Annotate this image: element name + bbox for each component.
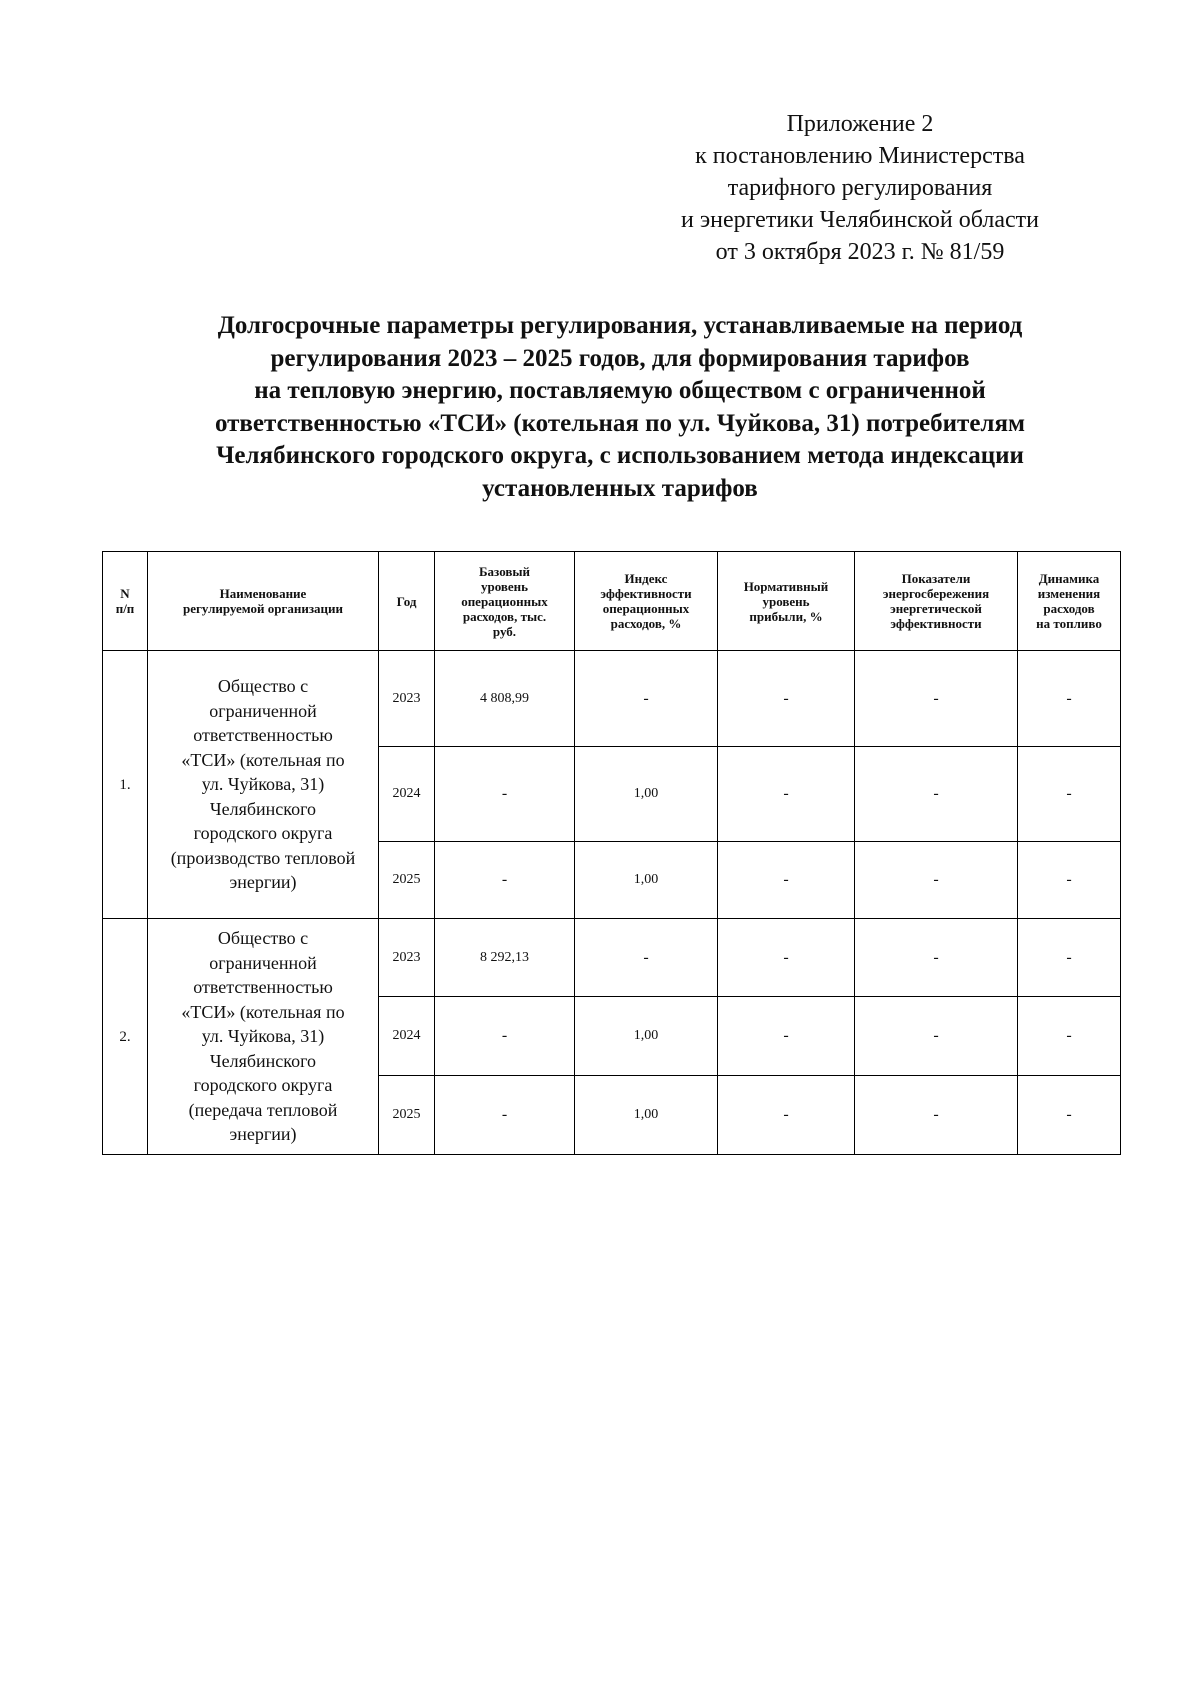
base-level-cell: -: [435, 747, 575, 842]
year-cell: 2023: [379, 919, 435, 997]
profit-level-cell: -: [718, 919, 855, 997]
fuel-dynamics-cell: -: [1018, 651, 1121, 747]
annex-line: Приложение 2: [786, 111, 934, 137]
energy-saving-cell: -: [855, 747, 1018, 842]
base-level-cell: 4 808,99: [435, 651, 575, 747]
efficiency-index-cell: 1,00: [575, 747, 718, 842]
profit-level-cell: -: [718, 747, 855, 842]
header-num: N п/п: [103, 552, 148, 651]
row-number: 1.: [103, 651, 148, 919]
table-row: [103, 919, 1121, 997]
year-cell: 2023: [379, 651, 435, 747]
fuel-dynamics-cell: -: [1018, 1076, 1121, 1155]
row-number: 2.: [103, 919, 148, 1155]
header-base-level: Базовый уровень операционных расходов, тыс. руб.: [435, 552, 575, 651]
title-line: Челябинского городского округа, с использованием метода индексации: [216, 442, 1024, 469]
document-title: [140, 310, 1100, 505]
efficiency-index-cell: 1,00: [575, 1076, 718, 1155]
header-efficiency-index: Индекс эффективности операционных расходов, %: [575, 552, 718, 651]
year-cell: 2024: [379, 997, 435, 1076]
fuel-dynamics-cell: -: [1018, 842, 1121, 919]
org-name: Общество с ограниченной ответственностью «ТСИ» (котельная по ул. Чуйкова, 31) Челябинского городского округа (передача тепловой энергии): [148, 919, 379, 1155]
efficiency-index-cell: -: [575, 651, 718, 747]
profit-level-cell: -: [718, 1076, 855, 1155]
annex-line: тарифного регулирования: [727, 175, 993, 201]
energy-saving-cell: -: [855, 842, 1018, 919]
energy-saving-cell: -: [855, 997, 1018, 1076]
energy-saving-cell: -: [855, 651, 1018, 747]
title-line: на тепловую энергию, поставляемую обществом с ограниченной: [254, 377, 986, 404]
title-line: установленных тарифов: [482, 474, 758, 502]
base-level-cell: 8 292,13: [435, 919, 575, 997]
efficiency-index-cell: -: [575, 919, 718, 997]
base-level-cell: -: [435, 842, 575, 919]
org-name: Общество с ограниченной ответственностью «ТСИ» (котельная по ул. Чуйкова, 31) Челябинского городского округа (производство тепловой энергии): [148, 651, 379, 919]
profit-level-cell: -: [718, 997, 855, 1076]
efficiency-index-cell: 1,00: [575, 842, 718, 919]
fuel-dynamics-cell: -: [1018, 919, 1121, 997]
profit-level-cell: -: [718, 842, 855, 919]
year-cell: 2025: [379, 842, 435, 919]
header-row: [103, 552, 1121, 651]
parameters-table: [102, 551, 1121, 1155]
header-year: Год: [379, 552, 435, 651]
annex-line: к постановлению Министерства: [695, 143, 1025, 169]
annex-line: от 3 октября 2023 г. № 81/59: [715, 239, 1005, 265]
title-line: Долгосрочные параметры регулирования, устанавливаемые на период: [217, 312, 1023, 339]
header-energy-saving: Показатели энергосбережения энергетической эффективности: [855, 552, 1018, 651]
table-row: [103, 651, 1121, 747]
header-org: Наименование регулируемой организации: [148, 552, 379, 651]
header-fuel-dynamics: Динамика изменения расходов на топливо: [1018, 552, 1121, 651]
efficiency-index-cell: 1,00: [575, 997, 718, 1076]
fuel-dynamics-cell: -: [1018, 997, 1121, 1076]
annex-line: и энергетики Челябинской области: [681, 207, 1039, 233]
header-profit-level: Нормативный уровень прибыли, %: [718, 552, 855, 651]
energy-saving-cell: -: [855, 919, 1018, 997]
year-cell: 2025: [379, 1076, 435, 1155]
year-cell: 2024: [379, 747, 435, 842]
annex-block: [620, 108, 1100, 268]
base-level-cell: -: [435, 997, 575, 1076]
fuel-dynamics-cell: -: [1018, 747, 1121, 842]
energy-saving-cell: -: [855, 1076, 1018, 1155]
base-level-cell: -: [435, 1076, 575, 1155]
title-line: ответственностью «ТСИ» (котельная по ул. Чуйкова, 31) потребителям: [214, 409, 1026, 437]
title-line: регулирования 2023 – 2025 годов, для формирования тарифов: [270, 344, 970, 372]
profit-level-cell: -: [718, 651, 855, 747]
